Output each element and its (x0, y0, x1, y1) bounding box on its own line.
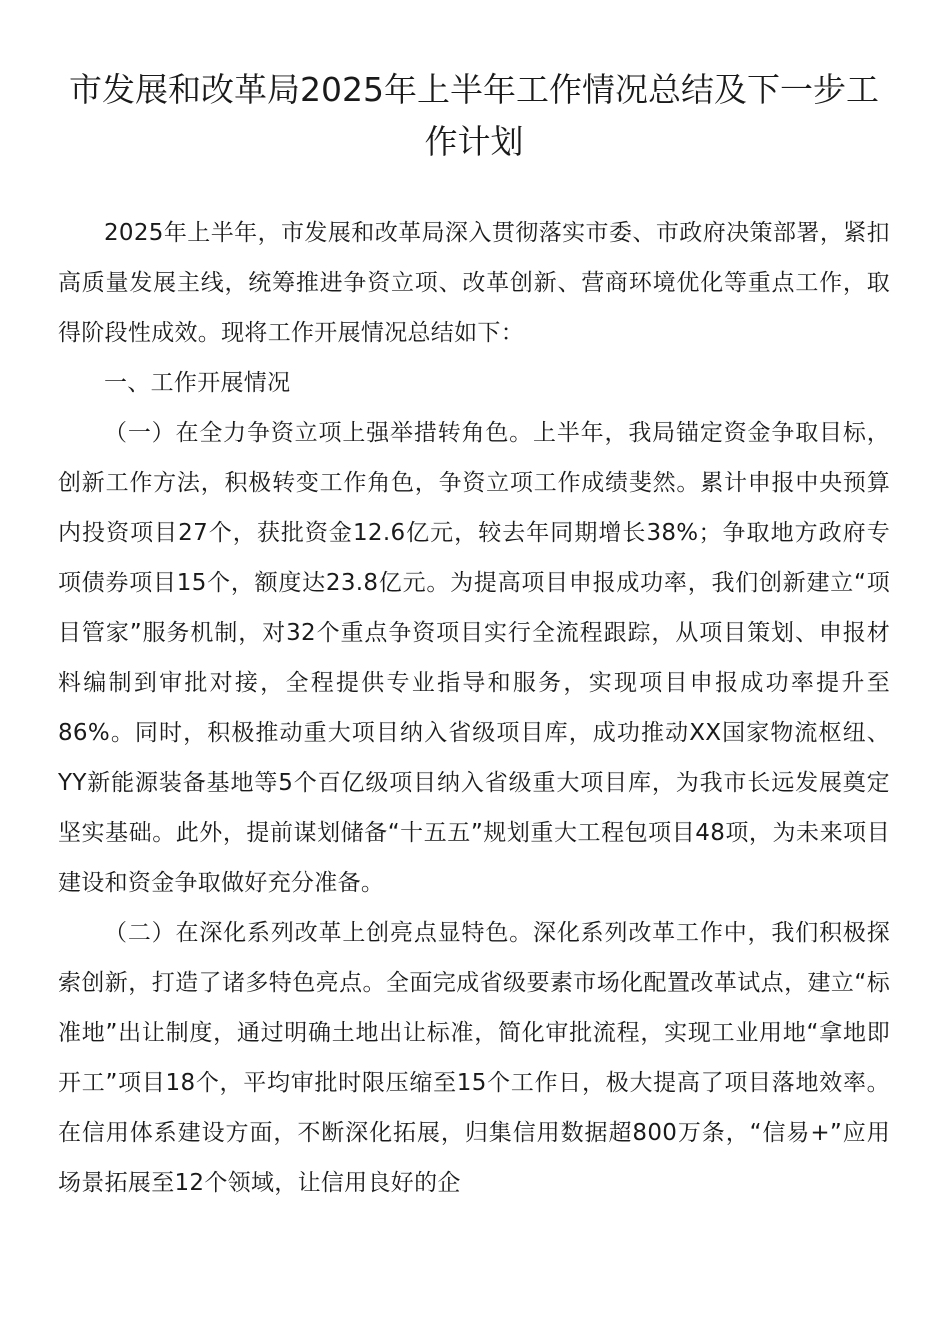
paragraph-fund-projects: （一）在全力争资立项上强举措转角色。上半年，我局锚定资金争取目标，创新工作方法，积极转变工作角色，争资立项工作成绩斐然。累计申报中央预算内投资项目27个，获批资金12.6亿元，较去年同期增长38%；争取地方政府专项债券项目15个，额度达23.8亿元。为提高项目申报成功率，我们创新建立“项目管家”服务机制，对32个重点争资项目实行全流程跟踪，从项目策划、申报材料编制到审批对接，全程提供专业指导和服务，实现项目申报成功率提升至86%。同时，积极推动重大项目纳入省级项目库，成功推动XX国家物流枢纽、YY新能源装备基地等5个百亿级项目纳入省级重大项目库，为我市长远发展奠定坚实基础。此外，提前谋划储备“十五五”规划重大工程包项目48项，为未来项目建设和资金争取做好充分准备。 (58, 420, 890, 896)
document-body (58, 208, 890, 1208)
paragraph-reform: （二）在深化系列改革上创亮点显特色。深化系列改革工作中，我们积极探索创新，打造了诸多特色亮点。全面完成省级要素市场化配置改革试点，建立“标准地”出让制度，通过明确土地出让标准，简化审批流程，实现工业用地“拿地即开工”项目18个，平均审批时限压缩至15个工作日，极大提高了项目落地效率。在信用体系建设方面，不断深化拓展，归集信用数据超800万条，“信易+”应用场景拓展至12个领域，让信用良好的企 (58, 920, 890, 1196)
intro-paragraph: 2025年上半年，市发展和改革局深入贯彻落实市委、市政府决策部署，紧扣高质量发展主线，统筹推进争资立项、改革创新、营商环境优化等重点工作，取得阶段性成效。现将工作开展情况总结如下： (58, 220, 890, 346)
document-title: 市发展和改革局2025年上半年工作情况总结及下一步工作计划 (69, 70, 879, 161)
section-heading-work-status: 一、工作开展情况 (104, 370, 291, 396)
